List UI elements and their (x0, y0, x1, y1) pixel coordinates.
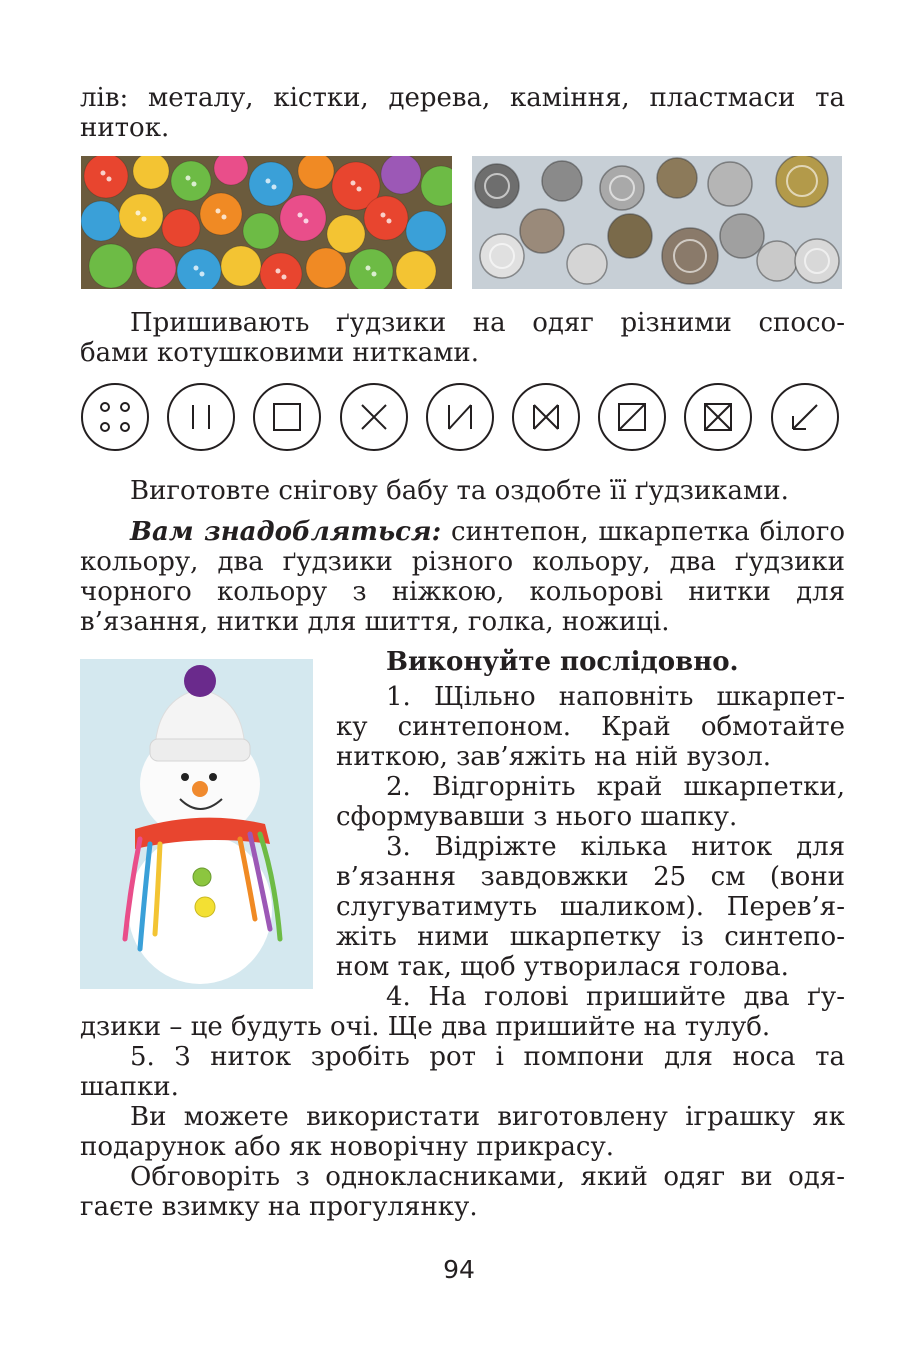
step-3-line-2: в’язання завдовжки 25 см (вони (336, 862, 845, 892)
step-2-line-1: 2. Відгорніть край шкарпетки, (386, 772, 845, 802)
intro-line-1: лів: металу, кістки, дерева, каміння, пластмаси та (80, 83, 845, 113)
materials-line-2: кольору, два ґудзики різного кольору, два ґудзики (80, 547, 845, 577)
step-4-line-1: 4. На голові пришийте два ґу- (386, 982, 845, 1012)
step-3-line-4: жіть ними шкарпетку із синтепо- (336, 922, 845, 952)
stitch-n-shape-icon (427, 384, 493, 450)
step-5-line-2: шапки. (80, 1072, 179, 1102)
step-3-line-3: слугуватимуть шаликом). Перев’я- (336, 892, 845, 922)
task-line: Виготовте снігову бабу та оздобте її ґудзиками. (130, 476, 789, 506)
sewing-line-2: бами котушковими нитками. (80, 338, 480, 368)
snowman-photo (80, 659, 313, 989)
materials-line-4: в’язання, нитки для шиття, голка, ножиці. (80, 607, 670, 637)
step-3-line-1: 3. Відріжте кілька ниток для (386, 832, 845, 862)
colorful-buttons-photo (81, 156, 452, 289)
stitch-square-diagonal-icon (599, 384, 665, 450)
materials-line-1 (80, 518, 845, 548)
step-2-line-2: сформувавши з нього шапку. (336, 802, 738, 832)
metal-buttons-illustration (472, 156, 842, 289)
step-1-line-3: ниткою, зав’яжіть на ній вузол. (336, 742, 772, 772)
closing-2-line-1: Обговоріть з однокласниками, який одяг ви одя- (130, 1162, 845, 1192)
stitch-two-lines-icon (168, 384, 234, 450)
snowman-illustration (80, 659, 313, 989)
closing-1-line-2: подарунок або як новорічну прикрасу. (80, 1132, 615, 1162)
step-5-line-1: 5. З ниток зробіть рот і помпони для носа та (130, 1042, 845, 1072)
stitch-square-icon (254, 384, 320, 450)
closing-1-line-1: Ви можете використати виготовлену іграшку як (130, 1102, 845, 1132)
intro-line-2: ниток. (80, 113, 170, 143)
closing-2-line-2: гаєте взимку на прогулянку. (80, 1192, 478, 1222)
materials-label: Вам знадобляться: (130, 517, 442, 547)
step-1-line-2: ку синтепоном. Край обмотайте (336, 712, 845, 742)
steps-heading: Виконуйте послідовно. (386, 647, 739, 677)
metal-buttons-photo (472, 156, 842, 289)
sewing-line-1: Пришивають ґудзики на одяг різними спосо- (130, 308, 845, 338)
step-1-line-1: 1. Щільно наповніть шкарпет- (386, 682, 845, 712)
stitch-patterns (78, 381, 844, 453)
materials-line-3: чорного кольору з ніжкою, кольорові нитки для (80, 577, 845, 607)
stitch-cross-icon (341, 384, 407, 450)
materials-text-1: синтепон, шкарпетка білого (451, 517, 845, 547)
step-3-line-5: ном так, щоб утворилася голова. (336, 952, 789, 982)
colorful-buttons-illustration (81, 156, 452, 289)
stitch-bowtie-icon (513, 384, 579, 450)
stitch-four-dots-icon (82, 384, 148, 450)
stitch-square-cross-icon (685, 384, 751, 450)
stitch-arrow-icon (772, 384, 838, 450)
step-4-line-2: дзики – це будуть очі. Ще два пришийте на тулуб. (80, 1012, 771, 1042)
page-number: 94 (443, 1255, 475, 1284)
